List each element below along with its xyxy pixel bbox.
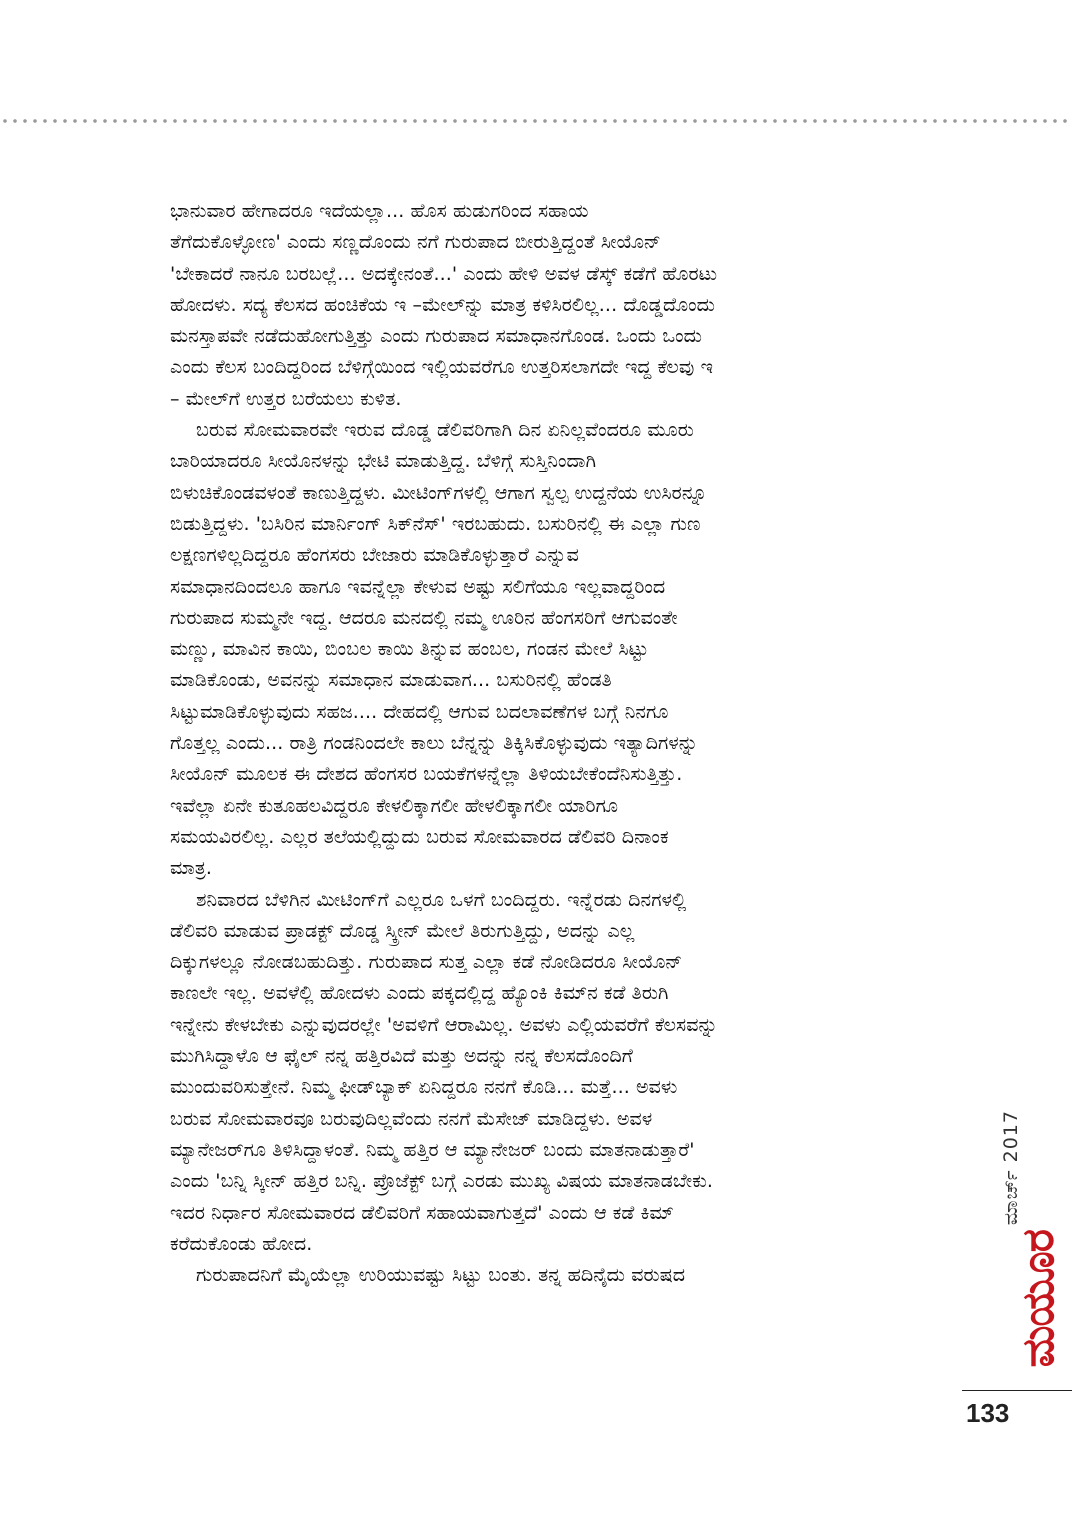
article-line: ಮಾಡಿಕೊಂಡು, ಅವನನ್ನು ಸಮಾಧಾನ ಮಾಡುವಾಗ... ಬಸುರಿನಲ್ಲಿ ಹೆಂಡತಿ <box>170 669 612 692</box>
article-line: ಲಕ್ಷಣಗಳಿಲ್ಲದಿದ್ದರೂ ಹೆಂಗಸರು ಬೇಜಾರು ಮಾಡಿಕೊಳ್ಳುತ್ತಾರೆ ಎನ್ನುವ <box>170 544 579 567</box>
article-line: ಮನಸ್ತಾಪವೇ ನಡೆದುಹೋಗುತ್ತಿತ್ತು ಎಂದು ಗುರುಪಾದ ಸಮಾಧಾನಗೊಂಡ. ಒಂದು ಒಂದು <box>170 325 703 348</box>
article-line: ಸಮಯವಿರಲಿಲ್ಲ. ಎಲ್ಲರ ತಲೆಯಲ್ಲಿದ್ದುದು ಬರುವ ಸೋಮವಾರದ ಡೆಲಿವರಿ ದಿನಾಂಕ <box>170 825 669 848</box>
article-line: ಸಿಟ್ಟುಮಾಡಿಕೊಳ್ಳುವುದು ಸಹಜ.... ದೇಹದಲ್ಲಿ ಆಗುವ ಬದಲಾವಣೆಗಳ ಬಗ್ಗೆ ನಿನಗೂ <box>170 700 669 723</box>
article-line: ಹೋದಳು. ಸದ್ಯ ಕೆಲಸದ ಹಂಚಿಕೆಯ ಇ –ಮೇಲ್‌ನ್ನು ಮಾತ್ರ ಕಳಿಸಿರಲಿಲ್ಲ... ದೊಡ್ಡದೊಂದು <box>170 293 716 316</box>
article-line: ಮುಗಿಸಿದ್ದಾಳೊ ಆ ಫೈಲ್ ನನ್ನ ಹತ್ತಿರವಿದೆ ಮತ್ತು ಅದನ್ನು ನನ್ನ ಕೆಲಸದೊಂದಿಗೆ <box>170 1045 633 1068</box>
article-line: ಶನಿವಾರದ ಬೆಳಿಗಿನ ಮೀಟಿಂಗ್‌ಗೆ ಎಲ್ಲರೂ ಒಳಗೆ ಬಂದಿದ್ದರು. ಇನ್ನೆರಡು ದಿನಗಳಲ್ಲಿ <box>196 888 687 911</box>
article-line: 'ಬೇಕಾದರೆ ನಾನೂ ಬರಬಲ್ಲೆ... ಅದಕ್ಕೇನಂತೆ...' ಎಂದು ಹೇಳಿ ಅವಳ ಡೆಸ್ಕ್ ಕಡೆಗೆ ಹೊರಟು <box>170 262 718 285</box>
article-line: ಬಾರಿಯಾದರೂ ಸೀಯೊನಳನ್ನು ಭೇಟಿ ಮಾಡುತ್ತಿದ್ದ. ಬೆಳಿಗ್ಗೆ ಸುಸ್ತಿನಿಂದಾಗಿ <box>170 450 597 473</box>
article-line: ಗುರುಪಾದ ಸುಮ್ಮನೇ ಇದ್ದ. ಆದರೂ ಮನದಲ್ಲಿ ನಮ್ಮ ಊರಿನ ಹೆಂಗಸರಿಗೆ ಆಗುವಂತೇ <box>170 606 678 629</box>
article-line: ಗೊತ್ತಲ್ಲ ಎಂದು... ರಾತ್ರಿ ಗಂಡನಿಂದಲೇ ಕಾಲು ಬೆನ್ನನ್ನು ತಿಕ್ಕಿಸಿಕೊಳ್ಳುವುದು ಇತ್ಯಾದಿಗಳನ್ನು <box>170 732 699 755</box>
article-body <box>170 196 930 1291</box>
article-line: ಕಾಣಲೇ ಇಲ್ಲ. ಅವಳೆಲ್ಲಿ ಹೋದಳು ಎಂದು ಪಕ್ಕದಲ್ಲಿದ್ದ ಹ್ಯೊಂಕಿ ಕಿಮ್‌ನ ಕಡೆ ತಿರುಗಿ <box>170 982 669 1005</box>
article-line: ಸಮಾಧಾನದಿಂದಲೂ ಹಾಗೂ ಇವನ್ನೆಲ್ಲಾ ಕೇಳುವ ಅಷ್ಟು ಸಲಿಗೆಯೂ ಇಲ್ಲವಾದ್ದರಿಂದ <box>170 575 666 598</box>
article-line: ತೆಗೆದುಕೊಳ್ಳೋಣ' ಎಂದು ಸಣ್ಣದೊಂದು ನಗೆ ಗುರುಪಾದ ಬೀರುತ್ತಿದ್ದಂತೆ ಸೀಯೊನ್ <box>170 231 661 254</box>
magazine-logo: ಮಯೂರ <box>1013 1230 1064 1368</box>
article-line: ಗುರುಪಾದನಿಗೆ ಮೈಯೆಲ್ಲಾ ಉರಿಯುವಷ್ಟು ಸಿಟ್ಟು ಬಂತು. ತನ್ನ ಹದಿನೈದು ವರುಷದ <box>196 1264 686 1287</box>
article-line: ಬರುವ ಸೋಮವಾರವೇ ಇರುವ ದೊಡ್ಡ ಡೆಲಿವರಿಗಾಗಿ ದಿನ ಏನಿಲ್ಲವೆಂದರೂ ಮೂರು <box>196 419 694 442</box>
article-line: ಕರೆದುಕೊಂಡು ಹೋದ. <box>170 1232 313 1255</box>
article-line: ದಿಕ್ಕುಗಳಲ್ಲೂ ನೋಡಬಹುದಿತ್ತು. ಗುರುಪಾದ ಸುತ್ತ ಎಲ್ಲಾ ಕಡೆ ನೋಡಿದರೂ ಸೀಯೊನ್ <box>170 951 683 974</box>
article-line: ಇನ್ನೇನು ಕೇಳಬೇಕು ಎನ್ನುವುದರಲ್ಲೇ 'ಅವಳಿಗೆ ಆರಾಮಿಲ್ಲ. ಅವಳು ಎಲ್ಲಿಯವರೆಗೆ ಕೆಲಸವನ್ನು <box>170 1013 718 1036</box>
article-line: ಇವೆಲ್ಲಾ ಏನೇ ಕುತೂಹಲವಿದ್ದರೂ ಕೇಳಲಿಕ್ಕಾಗಲೀ ಹೇಳಲಿಕ್ಕಾಗಲೀ ಯಾರಿಗೂ <box>170 794 619 817</box>
article-line: ಡೆಲಿವರಿ ಮಾಡುವ ಪ್ರಾಡಕ್ಟ್ ದೊಡ್ಡ ಸ್ಕ್ರೀನ್ ಮೇಲೆ ತಿರುಗುತ್ತಿದ್ದು, ಅದನ್ನು ಎಲ್ಲ <box>170 919 635 942</box>
page-number: 133 <box>966 1398 1010 1428</box>
article-line: ಬರುವ ಸೋಮವಾರವೂ ಬರುವುದಿಲ್ಲವೆಂದು ನನಗೆ ಮೆಸೇಜ್ ಮಾಡಿದ್ದಳು. ಅವಳ <box>170 1107 653 1130</box>
article-line: – ಮೇಲ್‌ಗೆ ಉತ್ತರ ಬರೆಯಲು ಕುಳಿತ. <box>170 387 402 410</box>
article-line: ಮುಂದುವರಿಸುತ್ತೇನೆ. ನಿಮ್ಮ ಫೀಡ್‌ಬ್ಯಾಕ್ ಏನಿದ್ದರೂ ನನಗೆ ಕೊಡಿ... ಮತ್ತೆ... ಅವಳು <box>170 1076 678 1099</box>
article-line: ಎಂದು ಕೆಲಸ ಬಂದಿದ್ದರಿಂದ ಬೆಳಿಗ್ಗೆಯಿಂದ ಇಲ್ಲಿಯವರೆಗೂ ಉತ್ತರಿಸಲಾಗದೇ ಇದ್ದ ಕೆಲವು ಇ <box>170 356 714 379</box>
article-line: ಬಿಳುಚಿಕೊಂಡವಳಂತೆ ಕಾಣುತ್ತಿದ್ದಳು. ಮೀಟಿಂಗ್‌ಗಳಲ್ಲಿ ಆಗಾಗ ಸ್ವಲ್ಪ ಉದ್ದನೆಯ ಉಸಿರನ್ನೂ <box>170 481 708 504</box>
article-line: ಎಂದು 'ಬನ್ನಿ ಸ್ಕೀನ್ ಹತ್ತಿರ ಬನ್ನಿ. ಪ್ರೊಜೆಕ್ಟ್ ಬಗ್ಗೆ ಎರಡು ಮುಖ್ಯ ವಿಷಯ ಮಾತನಾಡಬೇಕು. <box>170 1170 714 1193</box>
article-line: ಮಣ್ಣು, ಮಾವಿನ ಕಾಯಿ, ಬಿಂಬಲ ಕಾಯಿ ತಿನ್ನುವ ಹಂಬಲ, ಗಂಡನ ಮೇಲೆ ಸಿಟ್ಟು <box>170 638 649 661</box>
article-line: ಬಿಡುತ್ತಿದ್ದಳು. 'ಬಸಿರಿನ ಮಾರ್ನಿಂಗ್ ಸಿಕ್‌ನೆಸ್' ಇರಬಹುದು. ಬಸುರಿನಲ್ಲಿ ಈ ಎಲ್ಲಾ ಗುಣ <box>170 512 701 535</box>
article-line: ಭಾನುವಾರ ಹೇಗಾದರೂ ಇದೆಯಲ್ಲಾ... ಹೊಸ ಹುಡುಗರಿಂದ ಸಹಾಯ <box>170 200 589 222</box>
dotted-divider <box>0 118 1072 124</box>
article-line: ಮ್ಯಾನೇಜರ್‌ಗೂ ತಿಳಿಸಿದ್ದಾಳಂತೆ. ನಿಮ್ಮ ಹತ್ತಿರ ಆ ಮ್ಯಾನೇಜರ್ ಬಂದು ಮಾತನಾಡುತ್ತಾರೆ' <box>170 1138 695 1161</box>
article-line: ಇದರ ನಿರ್ಧಾರ ಸೋಮವಾರದ ಡೆಲಿವರಿಗೆ ಸಹಾಯವಾಗುತ್ತದೆ' ಎಂದು ಆ ಕಡೆ ಕಿಮ್ <box>170 1201 674 1224</box>
article-line: ಮಾತ್ರ. <box>170 857 212 880</box>
issue-date: ಮಾರ್ಚ್ 2017 <box>1000 1110 1022 1226</box>
article-line: ಸೀಯೊನ್ ಮೂಲಕ ಈ ದೇಶದ ಹೆಂಗಸರ ಬಯಕೆಗಳನ್ನೆಲ್ಲಾ ತಿಳಿಯಬೇಕೆಂದೆನಿಸುತ್ತಿತ್ತು. <box>170 763 683 786</box>
footer-rule <box>962 1390 1072 1391</box>
